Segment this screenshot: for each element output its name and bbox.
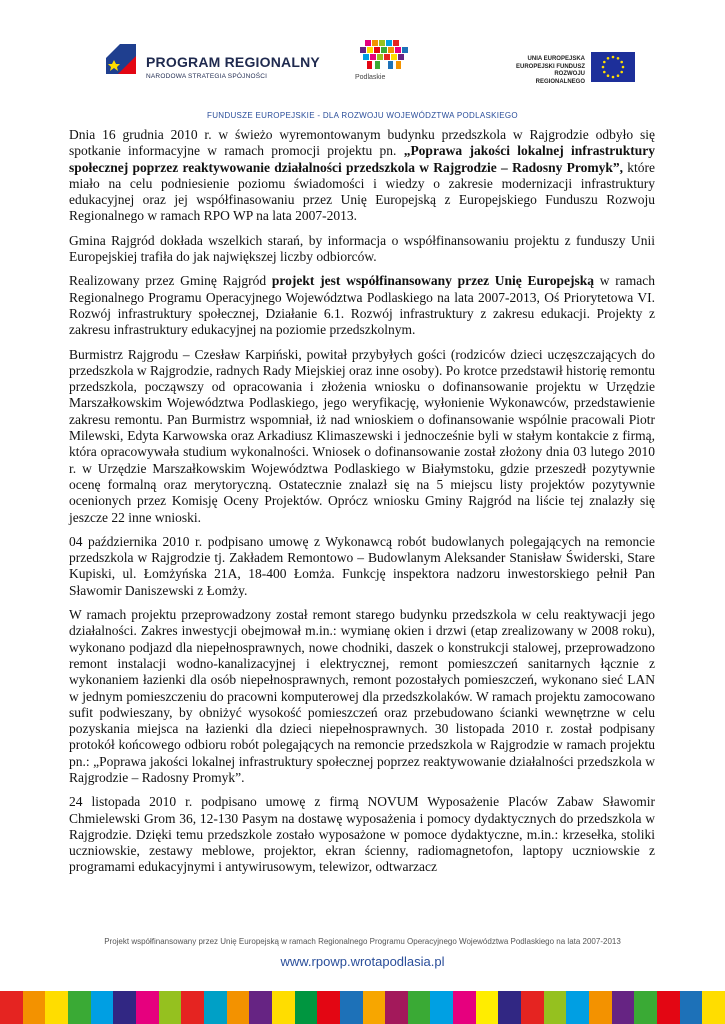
paragraph-4: Burmistrz Rajgrodu – Czesław Karpiński, powitał przybyłych gości (rodziców dzieci uczęszczających do przedszkola w Rajgrodzie, radnych Rady Miejskiej oraz inne osoby). Po krotce przedstawił historię remontu przedszkola, począwszy od opracowania i złożenia wniosku o dofinansowanie projektu w Urzędzie Marszałkowskim Województwa Podlaskiego, jego weryfikację, wyłonienie Wykonawców, przedstawienie zakresu remontu. Pan Burmistrz wspomniał, iż nad wnioskiem o dofinansowanie wspólnie pracowali Piotr Milewski, Edyta Karwowska oraz Arkadiusz Klimaszewski i jednocześnie byli w stałym kontakcie z firmą, która opracowywała studium wykonalności. Wniosek o dofinansowanie został złożony dnia 03 lutego 2010 r. w Urzędzie Marszałkowskim Województwa Podlaskiego w Białymstoku, gdzie przeszedł pozytywnie ocenę formalną oraz merytoryczną. Ostatecznie znalazł się na 5 miejscu listy projektów pozytywnie ocenionych przez Komisję Oceny Projektów. Oprócz wniosku Gminy Rajgród na liście tej znalazły się jeszcze 22 inne wnioski. [69,346,655,525]
stripe-segment [589,991,612,1024]
program-regionalny-logo [100,40,320,90]
stripe-segment [136,991,159,1024]
stripe-segment [340,991,363,1024]
podlaskie-logo [355,38,415,88]
article-body [69,127,655,884]
paragraph-3 [69,273,655,338]
eu-text-line-1: UNIA EUROPEJSKA [527,56,585,62]
cofinancing-bold: projekt jest współfinansowany przez Unię Europejską [271,273,595,289]
podlaskie-label: Podlaskie [355,74,386,81]
stripe-segment [476,991,499,1024]
paragraph-1-text-c: które miało na celu podniesienie poziomu świadomości i wiedzy o zakresie modernizacji infrastruktury edukacyjnej oraz jej współfinasowaniu przez Unię Europejską z Europejskiego Funduszu Rozwoju Regionalnego w ramach RPO WP na lata 2007-2013. [69,159,655,224]
stripe-segment [45,991,68,1024]
stripe-segment [113,991,136,1024]
stripe-segment [385,991,408,1024]
paragraph-3-text-c: w ramach Regionalnego Programu Operacyjnego Województwa Podlaskiego na lata 2007-2013, Oś Priorytetowa VI. Rozwój infrastruktury społecznej, Działanie 6.1. Rozwój infrastruktury z zakresu edukacji. Projekty z zakresu infrastruktury edukacyjnej na poziomie przedszkolnym. [69,273,655,338]
paragraph-3-text-a: Realizowany przez Gminę Rajgród [69,273,272,289]
stripe-segment [430,991,453,1024]
footer-cofinancing-text: Projekt współfinansowany przez Unię Europejską w ramach Regionalnego Programu Operacyjnego Województwa Podlaskiego na lata 2007-2013 [104,937,621,946]
eu-flag-icon [591,52,635,82]
stripe-segment [204,991,227,1024]
eu-text [505,56,585,86]
stripe-segment [295,991,318,1024]
stripe-segment [227,991,250,1024]
eu-text-line-3: ROZWOJU REGIONALNEGO [535,71,585,85]
paragraph-6: W ramach projektu przeprowadzony został remont starego budynku przedszkola w celu reaktywacji jego działalności. Zakres inwestycji obejmował m.in.: wymianę okien i drzwi (etap zrealizowany w 2008 roku), wykonano podjazd dla niepełnosprawnych, nowe chodniki, daszek o konstrukcji stalowej, przeprowadzono remont instalacji wodno-kanalizacyjnej i elektrycznej, remont pomieszczeń sanitarnych łącznie z wykonaniem łazienki dla osób niepełnosprawnych, remont pozostałych pomieszczeń, wykonano sieć LAN w jednym pomieszczeniu do pracowni komputerowej dla przedszkolaków. W ramach projektu zamocowano sufit podwieszany, by obniżyć wysokość pomieszczeń oraz przebudowano ścianki wewnętrzne w celu pozyskania miejsca na łazienki dla dzieci niepełnosprawnych. 30 listopada 2010 r. został podpisany protokół końcowego odbioru robót polegających na remoncie przedszkola w Rajgrodzie w ramach projektu pn.: „Poprawa jakości lokalnej infrastruktury społecznej poprzez reaktywowanie działalności przedszkola w Rajgrodzie – Radosny Promyk”. [69,607,655,785]
program-title: PROGRAM REGIONALNY [146,54,320,70]
project-title-bold: „Poprawa jakości lokalnej infrastruktury społecznej poprzez reaktywowanie działalności przedszkola w Rajgrodzie – Radosny Promyk”, [69,143,655,175]
eu-logo [505,52,635,88]
eu-text-line-2: EUROPEJSKI FUNDUSZ [515,63,585,70]
program-subtitle: NARODOWA STRATEGIA SPÓJNOŚCI [146,73,268,80]
stripe-segment [702,991,725,1024]
stripe-segment [181,991,204,1024]
stripe-segment [317,991,340,1024]
stripe-segment [249,991,272,1024]
stripe-segment [634,991,657,1024]
stripe-segment [159,991,182,1024]
paragraph-7: 24 listopada 2010 r. podpisano umowę z firmą NOVUM Wyposażenie Placów Zabaw Sławomir Chmielewski Grom 36, 12-130 Pasym na dostawę wyposażenia i pomocy dydaktycznych do przedszkola w Rajgrodzie. Dzięki temu przedszkole zostało wyposażone w pomoce dydaktyczne, m.in.: krzesełka, stoliki uczniowskie, zestawy meblowe, projektor, ekran ścienny, radiomagnetofon, laptopy uczniowskie z programami edukacyjnymi i antywirusowym, telewizor, odtwarzacz [69,794,655,875]
color-stripe [0,991,725,1024]
stripe-segment [498,991,521,1024]
program-flag-icon [100,40,142,86]
stripe-segment [453,991,476,1024]
stripe-segment [0,991,23,1024]
stripe-segment [521,991,544,1024]
bison-mosaic-icon [355,38,415,74]
stripe-segment [657,991,680,1024]
stripe-segment [363,991,386,1024]
page-header [0,0,725,125]
header-tagline: FUNDUSZE EUROPEJSKIE - DLA ROZWOJU WOJEWÓDZTWA PODLASKIEGO [207,111,518,120]
stripe-segment [566,991,589,1024]
stripe-segment [612,991,635,1024]
stripe-segment [68,991,91,1024]
paragraph-1 [69,127,655,225]
stripe-segment [91,991,114,1024]
paragraph-1-text-a: Dnia 16 grudnia 2010 r. w świeżo wyremontowanym budynku przedszkola w Rajgrodzie odbyło się spotkanie informacyjne w ramach promocji projektu pn. [69,127,655,159]
stripe-segment [23,991,46,1024]
paragraph-2: Gmina Rajgród dokłada wszelkich starań, by informacja o współfinansowaniu projektu z funduszy Unii Europejskiej trafiła do jak największej liczby odbiorców. [69,232,655,265]
stripe-segment [272,991,295,1024]
stripe-segment [408,991,431,1024]
footer-url-link[interactable]: www.rpowp.wrotapodlasia.pl [280,954,445,969]
stripe-segment [544,991,567,1024]
paragraph-5: 04 października 2010 r. podpisano umowę z Wykonawcą robót budowlanych polegających na remoncie przedszkola w Rajgrodzie tj. Zakładem Remontowo – Budowlanym Aleksander Stanisław Świderski, Stare Kupiski, ul. Łomżyńska 21A, 18-400 Łomża. Funkcję inspektora nadzoru inwestorskiego pełnił Pan Sławomir Daniszewski z Łomży. [69,533,655,598]
stripe-segment [680,991,703,1024]
